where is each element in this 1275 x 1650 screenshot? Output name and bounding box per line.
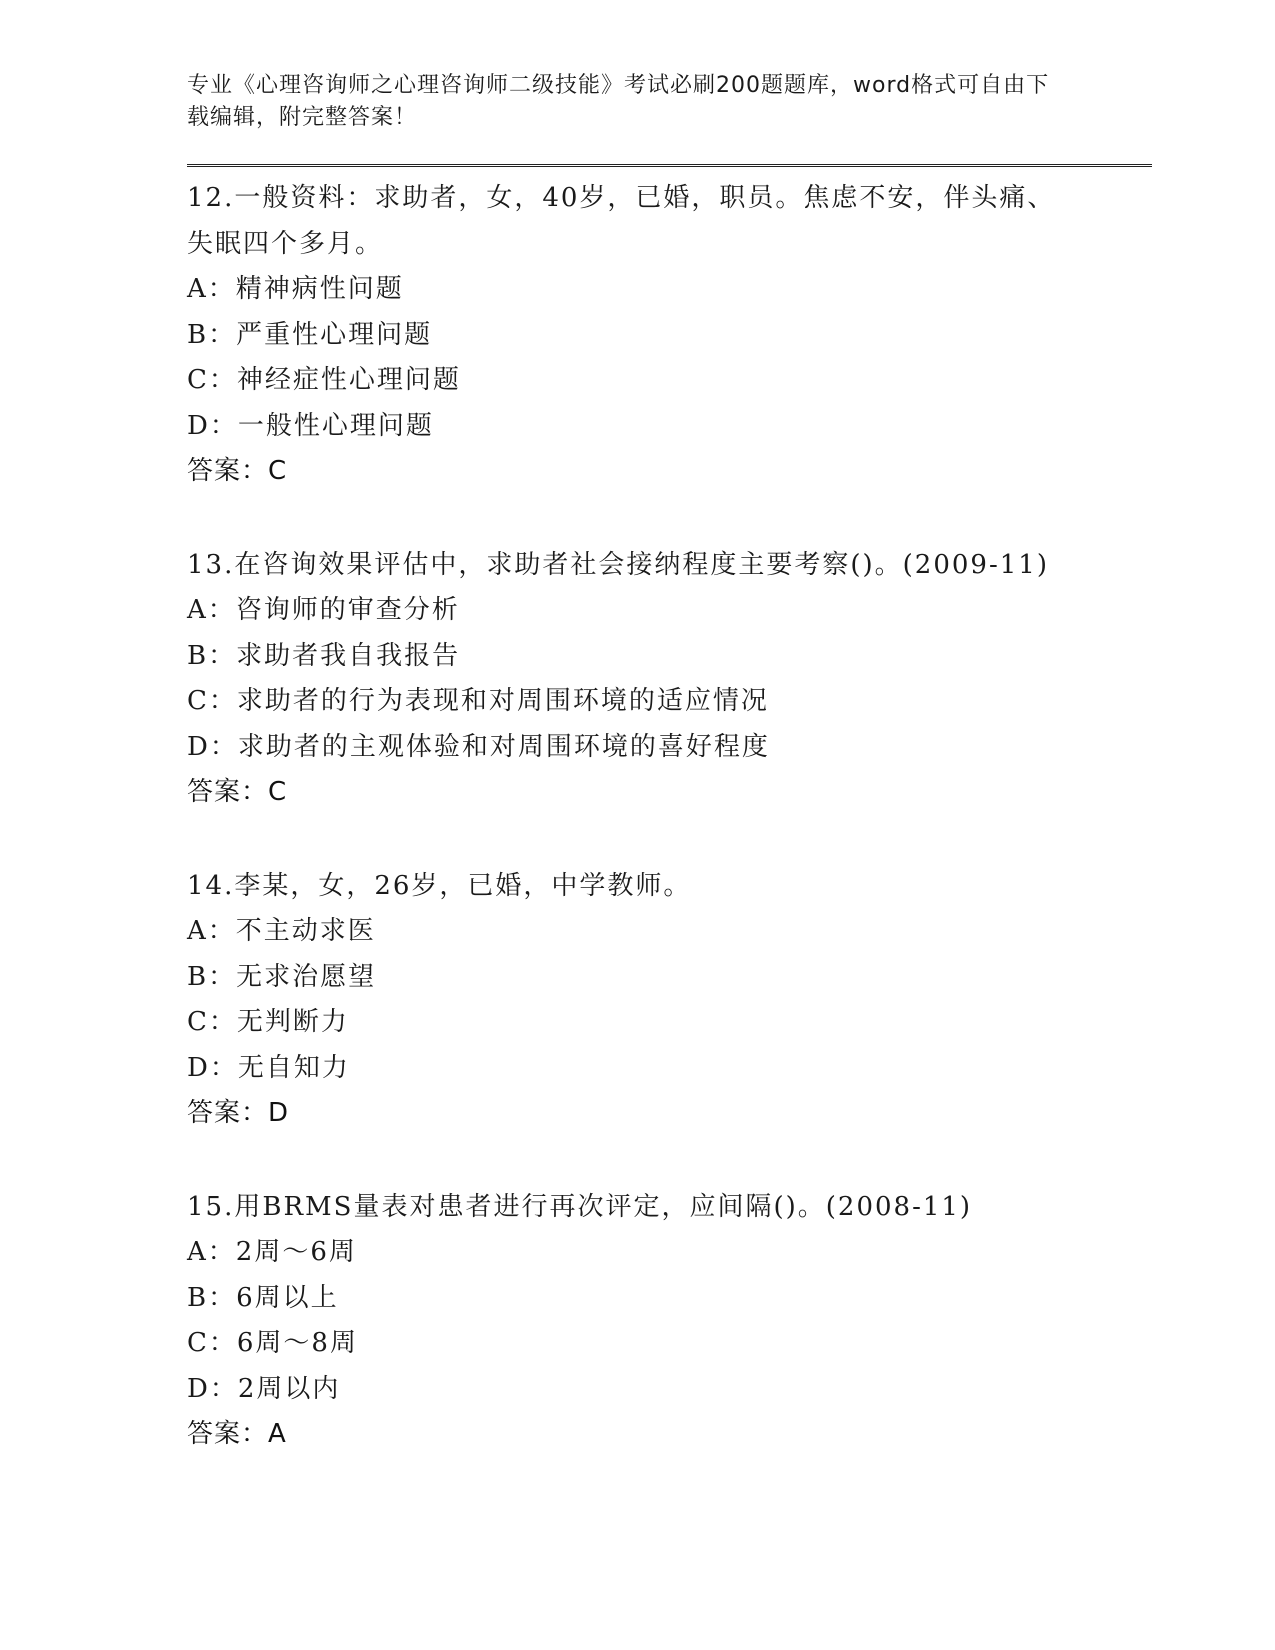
document-header: 专业《心理咨询师之心理咨询师二级技能》考试必刷200题题库，word格式可自由下载编辑，附完整答案！ — [187, 73, 1050, 130]
option-b: B：求助者我自我报告 — [187, 640, 461, 671]
option-b: B：6周以上 — [187, 1282, 339, 1313]
option-d: D：2周以内 — [187, 1373, 341, 1404]
option-a: A：精神病性问题 — [187, 274, 404, 304]
answer-line: 答案：C — [187, 456, 288, 486]
question-13 — [187, 543, 1152, 816]
question-stem: 14.李某，女，26岁，已婚，中学教师。 — [187, 870, 692, 901]
question-list — [187, 176, 1152, 1458]
question-12 — [187, 176, 1152, 495]
option-b: B：严重性心理问题 — [187, 319, 433, 350]
answer-line: 答案：A — [187, 1419, 287, 1449]
option-c: C：无判断力 — [187, 1007, 349, 1037]
question-stem: 15.用BRMS量表对患者进行再次评定，应间隔()。(2008-11) — [187, 1191, 973, 1222]
question-stem: 13.在咨询效果评估中，求助者社会接纳程度主要考察()。(2009-11) — [187, 549, 1049, 580]
question-stem: 12.一般资料：求助者，女，40岁，已婚，职员。焦虑不安，伴头痛、失眠四个多月。 — [187, 183, 1056, 259]
option-d: D：一般性心理问题 — [187, 410, 434, 441]
answer-line: 答案：D — [187, 1098, 290, 1128]
option-d: D：无自知力 — [187, 1052, 350, 1083]
answer-line: 答案：C — [187, 777, 288, 807]
option-b: B：无求治愿望 — [187, 961, 377, 992]
document-page — [187, 70, 1152, 1506]
option-c: C：6周～8周 — [187, 1328, 358, 1358]
question-15 — [187, 1185, 1152, 1458]
header-divider — [187, 164, 1152, 168]
question-14 — [187, 864, 1152, 1137]
option-a: A：不主动求医 — [187, 916, 376, 946]
option-c: C：神经症性心理问题 — [187, 365, 461, 395]
option-a: A：2周～6周 — [187, 1237, 357, 1267]
option-c: C：求助者的行为表现和对周围环境的适应情况 — [187, 686, 769, 716]
option-a: A：咨询师的审查分析 — [187, 595, 460, 625]
option-d: D：求助者的主观体验和对周围环境的喜好程度 — [187, 731, 770, 762]
